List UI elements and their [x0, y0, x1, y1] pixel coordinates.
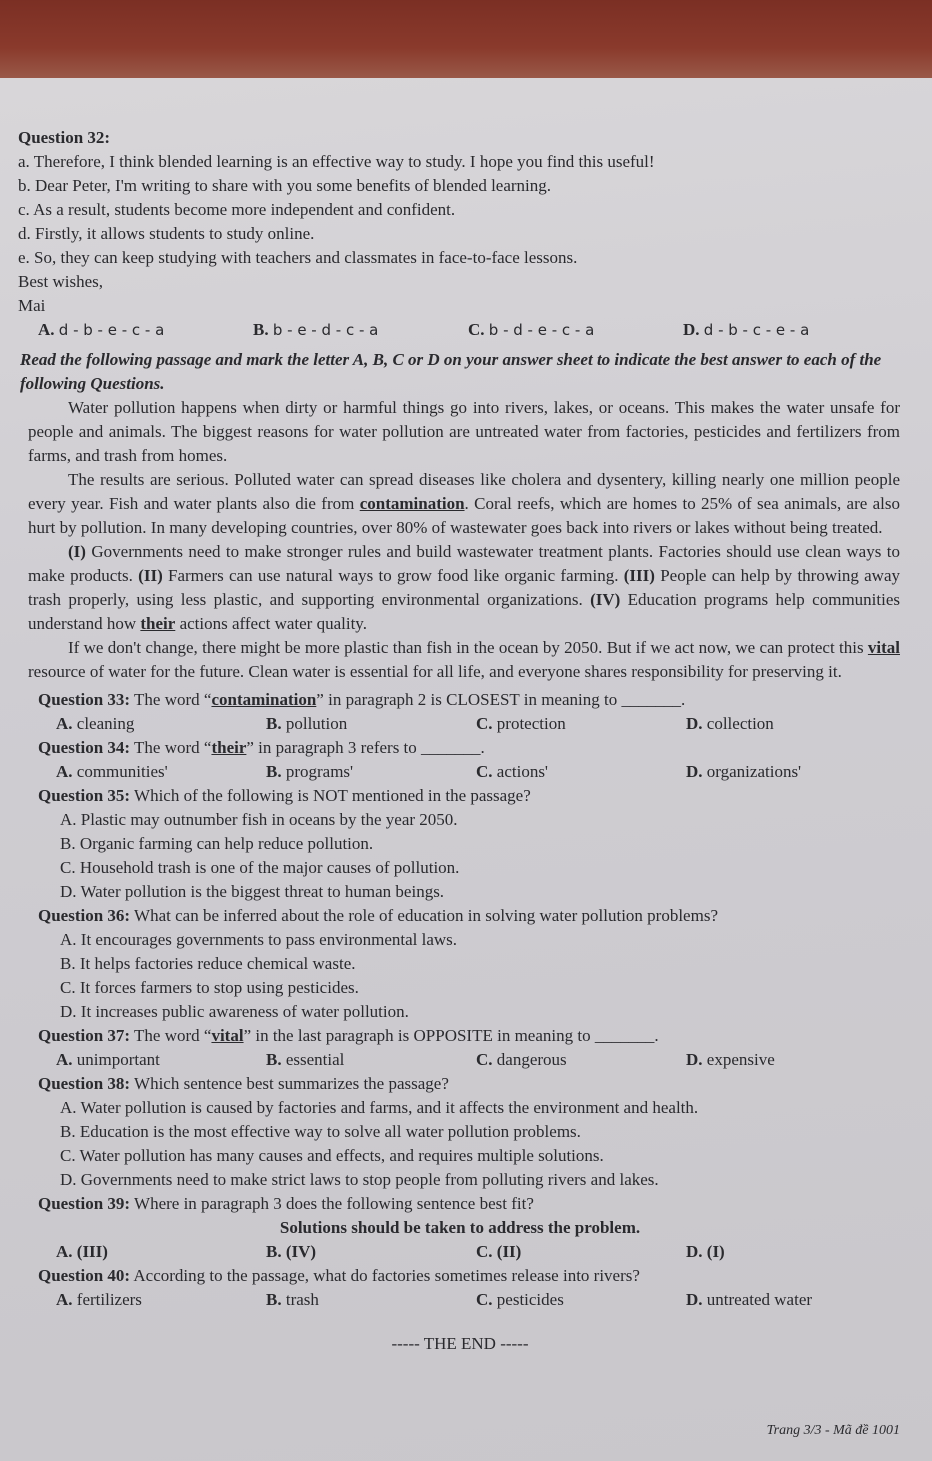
q35-option-b[interactable]: B. Organic farming can help reduce pollution. [60, 834, 374, 853]
question-36: Question 36: What can be inferred about the role of education in solving water pollution problems? [38, 906, 718, 925]
word-vital: vital [867, 638, 900, 657]
q37-option-a[interactable]: A. unimportant [56, 1050, 160, 1069]
q37-option-c[interactable]: C. dangerous [476, 1050, 567, 1069]
q36-option-a[interactable]: A. It encourages governments to pass environmental laws. [60, 930, 458, 949]
q36-option-b[interactable]: B. It helps factories reduce chemical waste. [60, 954, 356, 973]
passage-paragraph-3: (I) Governments need to make stronger rules and build wastewater treatment plants. Factories should use clean ways to make products. (II) Farmers can use natural ways to grow food like organic farming. (III) People can help by throwing away trash properly, using less plastic, and supporting environmental organizations. (IV) Education programs help communities understand how their actions affect water quality. [28, 542, 901, 633]
q33-option-b[interactable]: B. pollution [266, 714, 348, 733]
q40-option-a[interactable]: A. fertilizers [56, 1290, 142, 1309]
q40-options [18, 1288, 902, 1312]
q38-option-d[interactable]: D. Governments need to make strict laws to stop people from polluting rivers and lakes. [60, 1170, 659, 1189]
q36-option-d[interactable]: D. It increases public awareness of water pollution. [60, 1002, 409, 1021]
the-end-marker: ----- THE END ----- [391, 1334, 529, 1353]
q33-option-c[interactable]: C. protection [476, 714, 566, 733]
q40-option-c[interactable]: C. pesticides [476, 1290, 564, 1309]
q39-options [18, 1240, 902, 1264]
q35-option-d[interactable]: D. Water pollution is the biggest threat to human beings. [60, 882, 445, 901]
q34-option-a[interactable]: A. communities' [56, 762, 168, 781]
passage [18, 396, 902, 684]
q33-option-d[interactable]: D. collection [686, 714, 774, 733]
q34-options [18, 760, 902, 784]
q39-option-b[interactable]: B. (IV) [266, 1242, 317, 1261]
q33-option-a[interactable]: A. cleaning [56, 714, 135, 733]
q32-signature: Mai [18, 296, 46, 315]
question-38: Question 38: Which sentence best summarizes the passage? [38, 1074, 449, 1093]
q35-option-a[interactable]: A. Plastic may outnumber fish in oceans by the year 2050. [60, 810, 458, 829]
passage-paragraph-2: The results are serious. Polluted water can spread diseases like cholera and dysentery, killing nearly one million people every year. Fish and water plants also die from contamination. Coral reefs, which are homes to 25% of sea animals, are also hurt by pollution. In many developing countries, over 80% of wastewater goes back into rivers or lakes without being treated. [28, 470, 900, 537]
exam-page [0, 78, 932, 1461]
q40-option-b[interactable]: B. trash [266, 1290, 319, 1309]
q35-options [18, 808, 902, 904]
passage-paragraph-4: If we don't change, there might be more plastic than fish in the ocean by 2050. But if we act now, we can protect this vital resource of water for the future. Clean water is essential for all life, and everyone shares responsibility for preserving it. [28, 638, 900, 681]
q38-options [18, 1096, 902, 1192]
q32-title: Question 32: [18, 128, 111, 147]
q32-option-a[interactable]: A. d - b - e - c - a [38, 320, 165, 339]
q32-option-d[interactable]: D. d - b - c - e - a [683, 320, 810, 339]
q34-option-c[interactable]: C. actions' [476, 762, 548, 781]
word-contamination: contamination [359, 494, 465, 513]
question-40: Question 40: According to the passage, what do factories sometimes release into rivers? [38, 1266, 640, 1285]
q36-options [18, 928, 902, 1024]
q39-option-a[interactable]: A. (III) [56, 1242, 108, 1261]
q37-option-d[interactable]: D. expensive [686, 1050, 775, 1069]
q32-closing: Best wishes, [18, 272, 103, 291]
q32-options [18, 318, 902, 342]
passage-paragraph-1: Water pollution happens when dirty or harmful things go into rivers, lakes, or oceans. This makes the water unsafe for people and animals. The biggest reasons for water pollution are untreated water from factories, pesticides and fertilizers from farms, and trash from homes. [28, 398, 900, 465]
q32-line-c: c. As a result, students become more independent and confident. [18, 200, 456, 219]
q36-option-c[interactable]: C. It forces farmers to stop using pesticides. [60, 978, 359, 997]
word-their: their [140, 614, 176, 633]
q38-option-c[interactable]: C. Water pollution has many causes and effects, and requires multiple solutions. [60, 1146, 604, 1165]
question-33: Question 33: The word “contamination” in paragraph 2 is CLOSEST in meaning to _______. [38, 690, 686, 709]
q32-line-b: b. Dear Peter, I'm writing to share with you some benefits of blended learning. [18, 176, 552, 195]
q32-option-c[interactable]: C. b - d - e - c - a [468, 320, 595, 339]
q35-option-c[interactable]: C. Household trash is one of the major causes of pollution. [60, 858, 460, 877]
q33-options [18, 712, 902, 736]
q37-options [18, 1048, 902, 1072]
q34-option-d[interactable]: D. organizations' [686, 762, 802, 781]
q39-option-c[interactable]: C. (II) [476, 1242, 522, 1261]
q32-line-a: a. Therefore, I think blended learning is an effective way to study. I hope you find this useful! [18, 152, 655, 171]
q32-option-b[interactable]: B. b - e - d - c - a [253, 320, 379, 339]
q40-option-d[interactable]: D. untreated water [686, 1290, 813, 1309]
q38-option-a[interactable]: A. Water pollution is caused by factories and farms, and it affects the environment and health. [60, 1098, 699, 1117]
q32-line-e: e. So, they can keep studying with teachers and classmates in face-to-face lessons. [18, 248, 578, 267]
q39-sentence: Solutions should be taken to address the problem. [279, 1218, 641, 1237]
page-footer: Trang 3/3 - Mã đề 1001 [766, 1423, 900, 1438]
question-39: Question 39: Where in paragraph 3 does the following sentence best fit? [38, 1194, 534, 1213]
question-37: Question 37: The word “vital” in the last paragraph is OPPOSITE in meaning to _______. [38, 1026, 659, 1045]
q38-option-b[interactable]: B. Education is the most effective way to solve all water pollution problems. [60, 1122, 581, 1141]
q39-option-d[interactable]: D. (I) [686, 1242, 725, 1261]
q32-line-d: d. Firstly, it allows students to study online. [18, 224, 315, 243]
q34-option-b[interactable]: B. programs' [266, 762, 354, 781]
background-table-edge [0, 0, 932, 80]
reading-instruction: Read the following passage and mark the letter A, B, C or D on your answer sheet to indicate the best answer to each of the following Questions. [20, 350, 882, 393]
q37-option-b[interactable]: B. essential [266, 1050, 345, 1069]
question-34: Question 34: The word “their” in paragraph 3 refers to _______. [38, 738, 485, 757]
question-35: Question 35: Which of the following is NOT mentioned in the passage? [38, 786, 531, 805]
